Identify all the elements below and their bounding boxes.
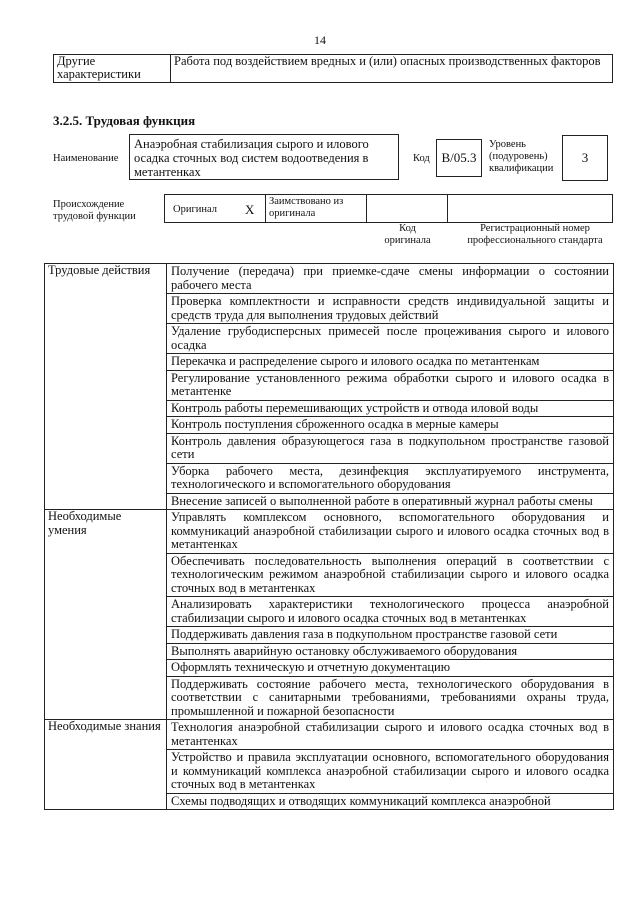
- table-row: Выполнять аварийную остановку обслуживаемого оборудования: [167, 643, 614, 660]
- origin-mark: X: [245, 202, 255, 217]
- function-details-table: [44, 263, 614, 810]
- name-label: Наименование: [53, 153, 119, 164]
- table-row: Обеспечивать последовательность выполнения операций в соответствии с технологическим режимом анаэробной стабилизации сырого и илового осадка сточных вод в метантенках: [167, 553, 614, 597]
- table-row: Перекачка и распределение сырого и илового осадка по метантенкам: [167, 354, 614, 371]
- origin-divider: [366, 194, 367, 223]
- other-characteristics-table: [53, 54, 613, 83]
- table-row: Контроль поступления сброженного осадка в мерные камеры: [167, 417, 614, 434]
- table-row: Проверка комплектности и исправности средств индивидуальной защиты и средств труда для выполнения трудовых действий: [167, 294, 614, 324]
- origin-label: Происхождение трудовой функции: [53, 199, 136, 222]
- origin-divider: [447, 194, 448, 223]
- origin-original: Оригинал: [173, 204, 217, 215]
- table-row: Анализировать характеристики технологического процесса анаэробной стабилизации сырого и илового осадка сточных вод в метантенках: [167, 597, 614, 627]
- level-value: 3: [581, 150, 589, 165]
- origin-borrowed: Заимствовано из оригинала: [269, 196, 344, 219]
- table-row: Оформлять техническую и отчетную документацию: [167, 660, 614, 677]
- other-characteristics-label: Другие характеристики: [54, 55, 171, 83]
- section-title: 3.2.5. Трудовая функция: [53, 113, 196, 128]
- section-label: Трудовые действия: [45, 264, 167, 510]
- code-original-caption: Код оригинала: [384, 223, 431, 246]
- table-row: Удаление грубодисперсных примесей после процеживания сырого и илового осадка: [167, 324, 614, 354]
- function-name-value: Анаэробная стабилизация сырого и илового осадка сточных вод систем водоотведения в метантенках: [134, 137, 369, 179]
- page-number: 14: [314, 33, 326, 47]
- code-label: Код: [413, 153, 430, 164]
- origin-divider: [265, 194, 266, 223]
- table-row: Внесение записей о выполненной работе в оперативный журнал работы смены: [167, 493, 614, 510]
- origin-box: [164, 194, 613, 223]
- other-characteristics-value: Работа под воздействием вредных и (или) опасных производственных факторов: [171, 55, 613, 83]
- level-label: Уровень (подуровень) квалификации: [489, 139, 554, 174]
- table-row: Регулирование установленного режима обработки сырого и илового осадка в метантенке: [167, 370, 614, 400]
- table-row: Технология анаэробной стабилизации сырого и илового осадка сточных вод в метантенках: [167, 720, 614, 750]
- table-row: Схемы подводящих и отводящих коммуникаций комплекса анаэробной: [167, 793, 614, 810]
- table-row: Управлять комплексом основного, вспомогательного оборудования и коммуникаций анаэробной стабилизации сырого и илового осадка сточных вод в метантенках: [167, 510, 614, 554]
- code-value: B/05.3: [441, 150, 477, 165]
- table-row: Контроль работы перемешивающих устройств и отвода иловой воды: [167, 400, 614, 417]
- table-row: Получение (передача) при приемке-сдаче смены информации о состоянии рабочего места: [167, 264, 614, 294]
- table-row: Устройство и правила эксплуатации основного, вспомогательного оборудования и коммуникаций комплекса анаэробной стабилизации сырого и илового осадка сточных вод в метантенках: [167, 750, 614, 794]
- code-box: [436, 139, 482, 177]
- table-row: Поддерживать состояние рабочего места, технологического оборудования в соответствии с санитарными требованиями, требованиями охраны труда, промышленной и пожарной безопасности: [167, 676, 614, 720]
- section-label: Необходимые умения: [45, 510, 167, 720]
- function-name-box: [129, 134, 399, 180]
- table-row: Уборка рабочего места, дезинфекция эксплуатируемого инструмента, технологического и вспомогательного оборудования: [167, 463, 614, 493]
- table-row: Поддерживать давления газа в подкупольном пространстве газовой сети: [167, 627, 614, 644]
- level-box: [562, 135, 608, 181]
- table-row: Контроль давления образующегося газа в подкупольном пространстве газовой сети: [167, 433, 614, 463]
- reg-number-caption: Регистрационный номер профессионального стандарта: [467, 223, 603, 246]
- section-label: Необходимые знания: [45, 720, 167, 810]
